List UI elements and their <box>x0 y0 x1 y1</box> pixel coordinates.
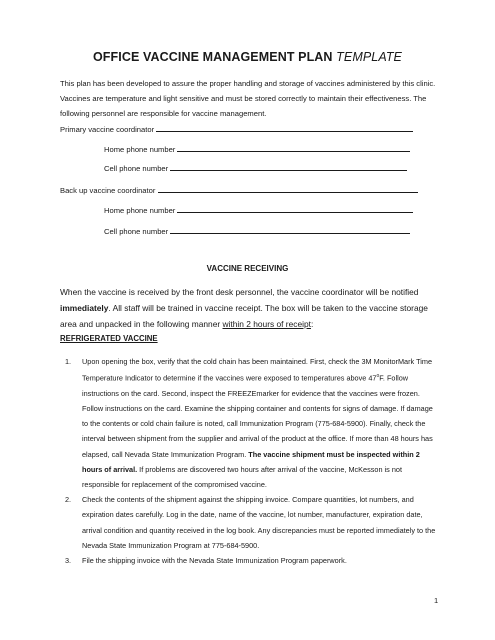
list-item-text: File the shipping invoice with the Nevada State Immunization Program paperwork. <box>82 556 347 566</box>
backup-home-phone-field[interactable] <box>104 204 413 215</box>
page-number: 1 <box>434 596 439 605</box>
backup-cell-phone-field[interactable] <box>104 225 410 236</box>
primary-home-phone-field[interactable] <box>104 143 410 154</box>
primary-home-phone-label: Home phone number <box>104 145 176 154</box>
list-item-number: 2. <box>65 495 72 505</box>
list-item-number: 1. <box>65 357 72 366</box>
receiving-paragraph <box>60 284 446 332</box>
list-item-text: Check the contents of the shipment against the shipping invoice. Compare quantities, lot numbers, and expiration dates carefully. Log in the date, name of the vaccine, lot number, manufacturer, expiration date, arrival condition and quantity received in the log book. Any discrepancies must be reported immediately to the Nevada State Immunization Program at 775-684-5900. <box>82 495 436 550</box>
receiving-text-1: When the vaccine is received by the front desk personnel, the vaccine coordinator will be notified <box>60 287 419 297</box>
degree-mark: o <box>376 373 380 380</box>
receiving-immediately: immediately <box>60 303 109 313</box>
list-item <box>60 553 440 568</box>
primary-home-phone-line[interactable] <box>177 143 410 152</box>
refrigerated-vaccine-heading: REFRIGERATED VACCINE <box>60 334 158 343</box>
title-main: OFFICE VACCINE MANAGEMENT PLAN <box>92 50 333 64</box>
primary-coordinator-line[interactable] <box>156 123 413 132</box>
list-item-number: 3. <box>65 556 72 566</box>
backup-coordinator-field[interactable] <box>60 184 418 195</box>
page-title <box>0 50 495 64</box>
title-sub: TEMPLATE <box>336 50 402 64</box>
list-item <box>60 354 440 492</box>
primary-cell-phone-line[interactable] <box>170 162 407 171</box>
refrigerated-steps-list <box>60 354 440 568</box>
backup-home-phone-line[interactable] <box>177 204 413 213</box>
backup-coordinator-line[interactable] <box>158 184 418 193</box>
primary-cell-phone-field[interactable] <box>104 162 407 173</box>
backup-coordinator-label: Back up vaccine coordinator <box>60 186 156 195</box>
primary-cell-phone-label: Cell phone number <box>104 164 169 173</box>
primary-coordinator-field[interactable] <box>60 123 413 134</box>
backup-cell-phone-line[interactable] <box>170 225 410 234</box>
list-item <box>60 492 440 553</box>
list-item-text: F. Follow instructions on the card. Second, inspect the FREEZEmarker for evidence that the vaccines were frozen. Follow instructions on the card. Examine the shipping container and contents for signs of damage. If damage to the contents or cold chain failure is noted, call Immunization Program (775-684-5900). Finally, check the interval between shipment from the supplier and arrival of the product at the office. If more than 48 hours has elapsed, call Nevada State Immunization Program. <box>82 373 433 459</box>
receiving-deadline: within 2 hours of receipt <box>222 319 311 329</box>
vaccine-receiving-heading: VACCINE RECEIVING <box>206 264 289 273</box>
intro-paragraph: This plan has been developed to assure the proper handling and storage of vaccines administered by this clinic. Vaccines are temperature and light sensitive and must be stored correctly to maintain their effectiveness. The following personnel are responsible for vaccine management. <box>60 79 436 118</box>
backup-home-phone-label: Home phone number <box>104 206 176 215</box>
receiving-text-2: . All staff will be trained in vaccine receipt. The box will be taken to the vaccine storage area and unpacked in the following manner <box>60 303 428 329</box>
list-item-bold-text: The vaccine shipment must be inspected within 2 hours of arrival. <box>82 449 420 474</box>
primary-coordinator-label: Primary vaccine coordinator <box>60 125 155 134</box>
receiving-text-3: : <box>310 319 314 329</box>
backup-cell-phone-label: Cell phone number <box>104 227 169 236</box>
list-item-text: Upon opening the box, verify that the cold chain has been maintained. First, check the 3M MonitorMark Time Temperature Indicator to determine if the vaccines were exposed to temperatures above 47 <box>82 357 433 383</box>
list-item-text: If problems are discovered two hours after arrival of the vaccine, McKesson is not responsible for replacement of the compromised vaccine. <box>82 464 402 490</box>
